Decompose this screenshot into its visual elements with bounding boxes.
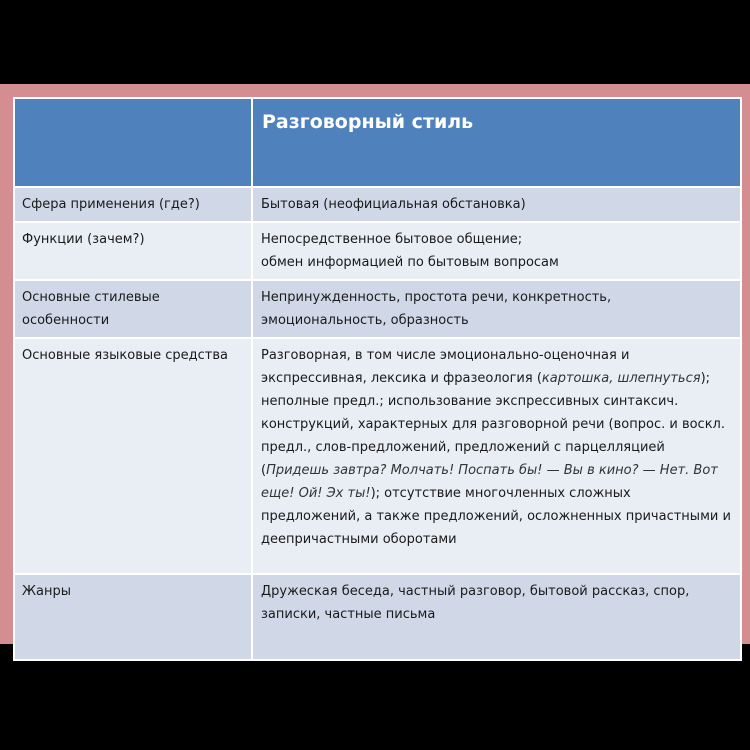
row-label: Функции (зачем?) <box>14 222 252 280</box>
value-text: Дружеская беседа, частный разговор, бытовой рассказ, спор, записки, частные письма <box>261 584 690 622</box>
slide-frame <box>0 84 750 644</box>
example-text: Придешь завтра? Молчать! Поспать бы! — Вы в кино? — Нет. Вот еще! Ой! Эх ты! <box>261 463 718 501</box>
style-table <box>13 97 742 661</box>
row-value <box>252 338 741 574</box>
table-header-row <box>14 98 741 187</box>
row-value <box>252 574 741 660</box>
value-text: Непосредственное бытовое общение; <box>261 232 523 247</box>
table-title: Разговорный стиль <box>252 98 741 187</box>
value-text: ); неполные предл.; использование экспрессивных синтаксич. конструкций, характерных для разговорной речи (вопрос. и воскл. предл., слов-предложений, предложений с парцелляцией ( <box>261 371 725 478</box>
table-row <box>14 574 741 660</box>
row-label: Основные языковые средства <box>14 338 252 574</box>
value-text: Разговорная, в том числе эмоционально-оценочная и экспрессивная, лексика и фразеология ( <box>261 348 630 386</box>
value-text: Бытовая (неофициальная обстановка) <box>261 197 526 212</box>
row-label: Жанры <box>14 574 252 660</box>
row-value <box>252 222 741 280</box>
header-empty-cell <box>14 98 252 187</box>
table-row <box>14 222 741 280</box>
table-container <box>13 97 740 628</box>
table-row <box>14 280 741 338</box>
row-label: Сфера применения (где?) <box>14 187 252 222</box>
table-row <box>14 187 741 222</box>
example-text: картошка, шлепнуться <box>541 371 701 386</box>
row-label: Основные стилевые особенности <box>14 280 252 338</box>
row-value <box>252 280 741 338</box>
row-value <box>252 187 741 222</box>
value-text: Непринужденность, простота речи, конкретность, эмоциональность, образность <box>261 290 612 328</box>
table-row <box>14 338 741 574</box>
value-text: обмен информацией по бытовым вопросам <box>261 255 559 270</box>
value-text: ); отсутствие многочленных сложных предложений, а также предложений, осложненных причастными и деепричастными оборотами <box>261 486 731 547</box>
